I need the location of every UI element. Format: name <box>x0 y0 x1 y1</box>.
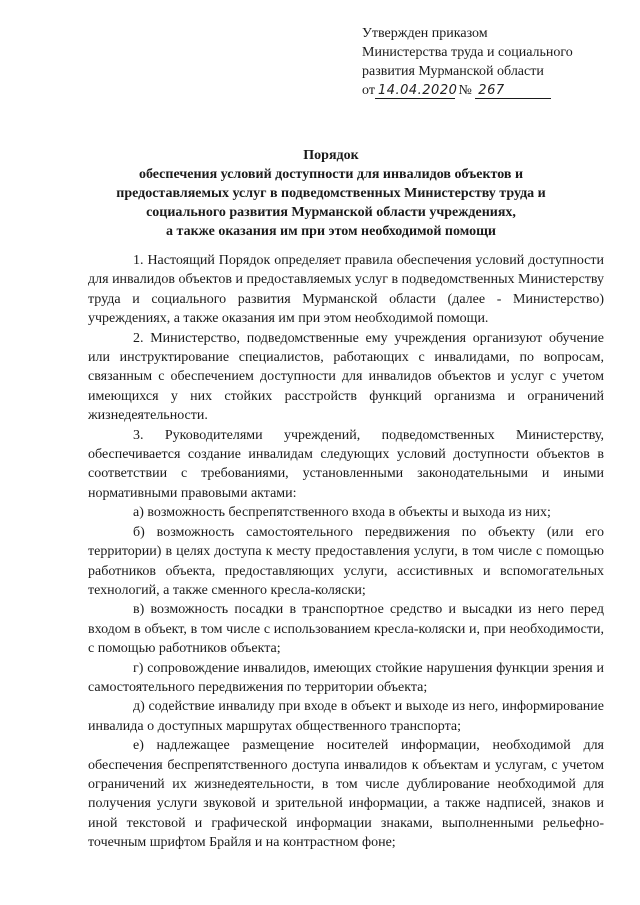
approval-line-3: развития Мурманской области <box>362 64 544 79</box>
paragraph-3d: г) сопровождение инвалидов, имеющих стойкие нарушения функции зрения и самостоятельного передвижения по территории объекта; <box>88 660 604 695</box>
paragraph-3f: е) надлежащее размещение носителей информации, необходимой для обеспечения беспрепятственного доступа инвалидов к объектам и услугам, с учетом ограничений их жизнедеятельности, в том числе дублирование необходимой для получения услуги звуковой и зрительной информации, а также надписей, знаков и иной текстовой и графической информации знаками, выполненными рельефно-точечным шрифтом Брайля и на контрастном фоне; <box>88 738 604 851</box>
handwritten-date: 14.04.2020 <box>375 84 455 99</box>
paragraph-2: 2. Министерство, подведомственные ему учреждения организуют обучение или инструктирование специалистов, работающих с инвалидами, по вопросам, связанным с обеспечением доступности для инвалидов объектов и услуг с учетом имеющихся у них стойких расстройств функций организма и ограничений жизнедеятельности. <box>88 330 604 424</box>
handwritten-number: 267 <box>475 84 551 99</box>
from-prefix: от <box>362 83 375 98</box>
paragraph-3: 3. Руководителями учреждений, подведомственных Министерству, обеспечивается создание инвалидам следующих условий доступности объектов в соответствии с требованиями, установленными законодательными и иными нормативными правовыми актами: <box>88 427 604 501</box>
document-body <box>88 251 604 853</box>
title-line-3: предоставляемых услуг в подведомственных Министерству труда и <box>116 186 546 201</box>
paragraph-1: 1. Настоящий Порядок определяет правила обеспечения условий доступности для инвалидов объектов и предоставляемых услуг в подведомственных Министерству труда и социального развития Мурманской области (далее - Министерство) учреждениях, а также оказания им при этом необходимой помощи. <box>88 253 604 327</box>
approval-block <box>362 24 622 100</box>
title-line-2: обеспечения условий доступности для инвалидов объектов и <box>138 167 524 182</box>
approval-line-2: Министерства труда и социального <box>362 45 573 60</box>
paragraph-3b: б) возможность самостоятельного передвижения по объекту (или его территории) в целях доступа к месту предоставления услуги, в том числе с помощью работников объекта, предоставляющих услуги, ассистивных и вспомогательных технологий, а также сменного кресла-коляски; <box>88 524 604 598</box>
title-line-5: а также оказания им при этом необходимой помощи <box>166 224 496 239</box>
title-line-4: социального развития Мурманской области учреждениях, <box>146 205 516 220</box>
document-title <box>86 146 576 241</box>
approval-date-row <box>362 81 622 100</box>
paragraph-3a: а) возможность беспрепятственного входа в объекты и выхода из них; <box>133 505 551 521</box>
number-sign: № <box>458 83 472 98</box>
paragraph-3c: в) возможность посадки в транспортное средство и высадки из него перед входом в объект, в том числе с использованием кресла-коляски и, при необходимости, с помощью работников объекта; <box>88 602 604 657</box>
approval-line-1: Утвержден приказом <box>362 26 488 41</box>
paragraph-3e: д) содействие инвалиду при входе в объект и выходе из него, информирование инвалида о доступных маршрутах общественного транспорта; <box>88 699 604 734</box>
title-line-1: Порядок <box>303 148 359 163</box>
